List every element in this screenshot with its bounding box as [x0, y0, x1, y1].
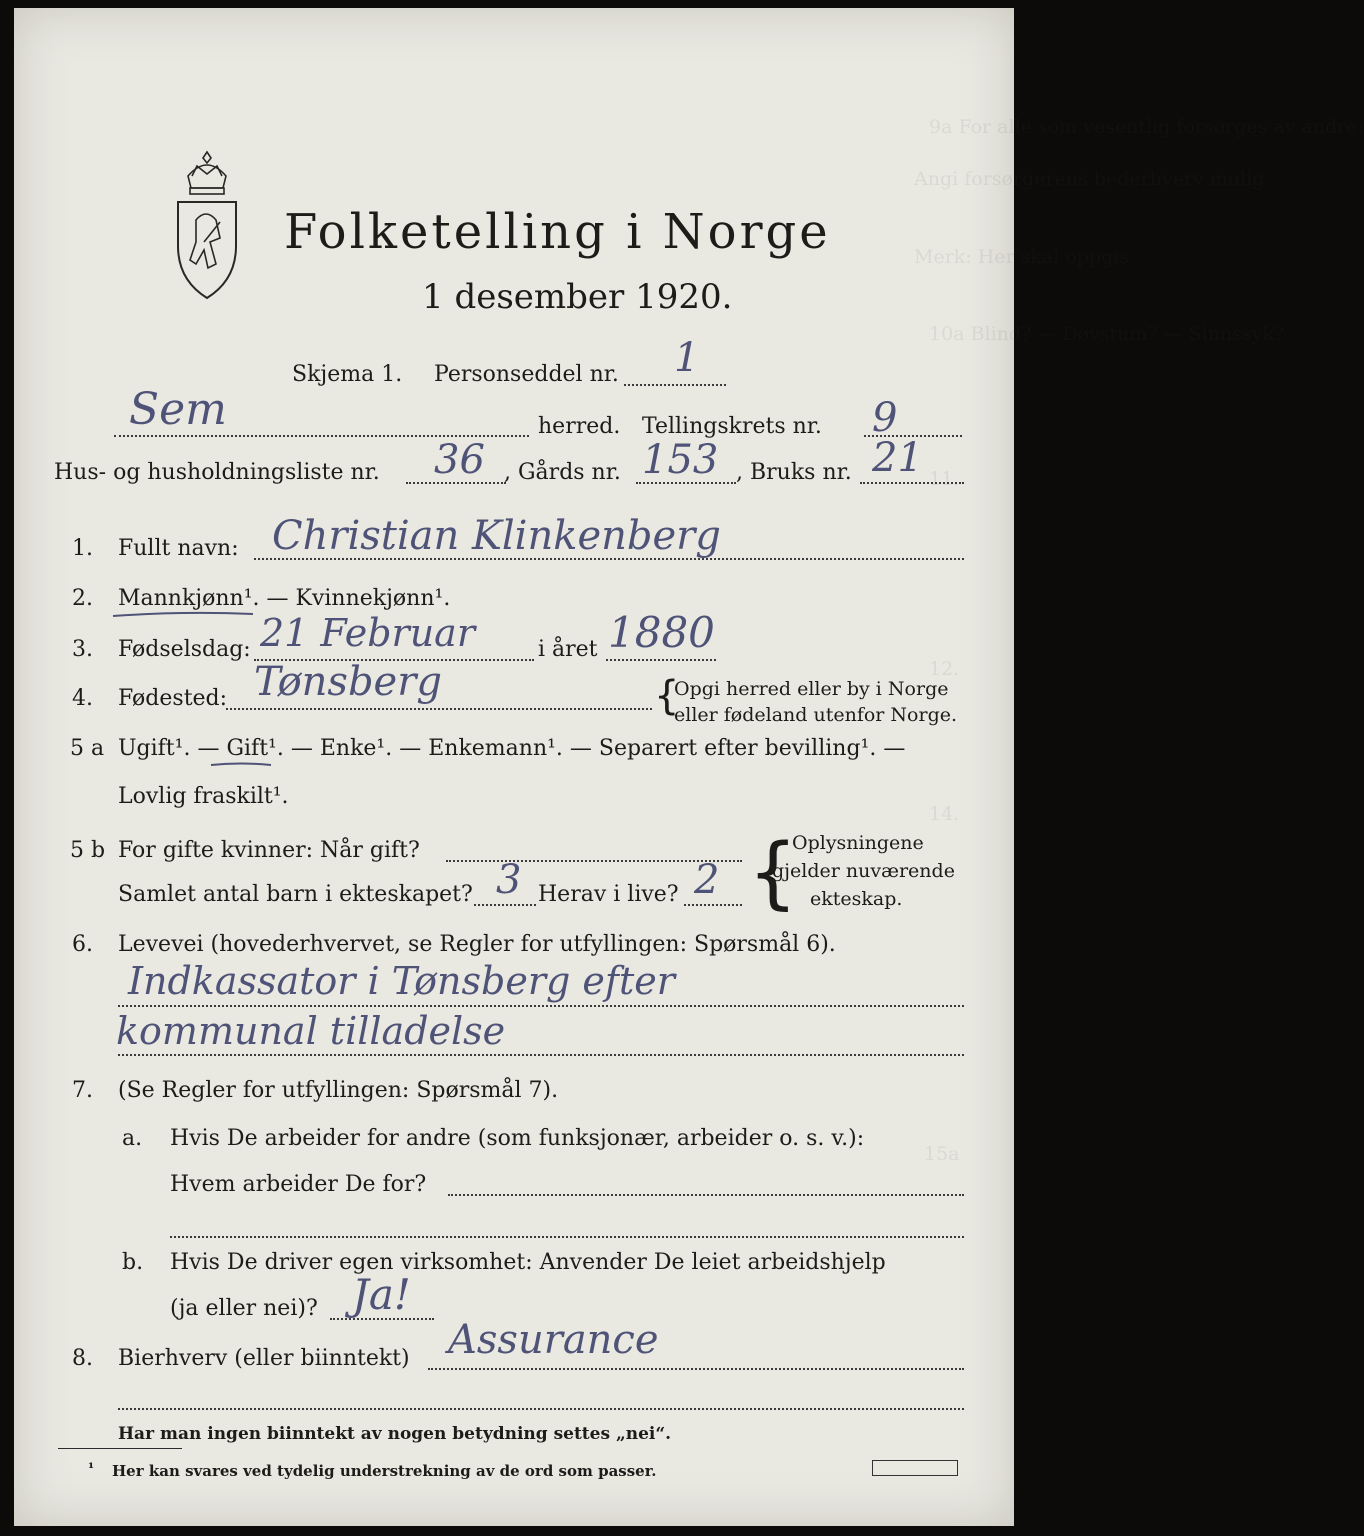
bruks-value[interactable]: 21: [872, 435, 923, 481]
gift-underline-mark: [208, 760, 278, 770]
birthplace-value[interactable]: Tønsberg: [254, 659, 442, 705]
q7a-letter: a.: [122, 1126, 143, 1151]
hired-help-value[interactable]: Ja!: [352, 1270, 411, 1319]
footnote-separator: [58, 1448, 182, 1449]
occupation-value-line1[interactable]: Indkassator i Tønsberg efter: [128, 959, 675, 1003]
q4-note-line1: Opgi herred eller by i Norge: [674, 678, 949, 700]
side-income-value[interactable]: Assurance: [448, 1317, 659, 1363]
q7-number: 7.: [72, 1078, 93, 1103]
tellingskrets-value[interactable]: 9: [872, 395, 898, 441]
herred-value[interactable]: Sem: [129, 384, 227, 435]
q8-number: 8.: [72, 1346, 93, 1371]
birth-year-value[interactable]: 1880: [608, 608, 715, 657]
census-date: 1 desember 1920.: [422, 277, 733, 317]
q4-note-line2: eller fødeland utenfor Norge.: [674, 704, 958, 726]
norwegian-coat-of-arms-icon: [168, 146, 246, 306]
q5b-children-label: Samlet antal barn i ekteskapet?: [118, 882, 473, 907]
children-alive-value[interactable]: 2: [694, 857, 720, 903]
q5b-note-line3: ekteskap.: [810, 888, 903, 910]
q8-label: Bierhverv (eller biinntekt): [118, 1346, 410, 1371]
q2-number: 2.: [72, 586, 93, 611]
children-count-value[interactable]: 3: [496, 857, 522, 903]
q3-year-line: [606, 659, 716, 661]
q6-line2: [118, 1054, 964, 1056]
q1-number: 1.: [72, 536, 93, 561]
q8-line: [428, 1368, 964, 1370]
q7b-line1: Hvis De driver egen virksomhet: Anvender De leiet arbeidshjelp: [170, 1250, 886, 1275]
bruks-line: [860, 482, 964, 484]
q5b-alive-line: [684, 904, 742, 906]
q7a-extra-line: [170, 1236, 964, 1238]
q5b-note-line1: Oplysningene: [792, 832, 924, 854]
personseddel-label: Personseddel nr.: [434, 362, 619, 387]
tellingskrets-label: Tellingskrets nr.: [642, 414, 822, 439]
q6-line1: [118, 1005, 964, 1007]
gender-options: Mannkjønn¹. — Kvinnekjønn¹.: [118, 586, 451, 611]
occupation-value-line2[interactable]: kommunal tilladelse: [116, 1009, 506, 1053]
q7-label: (Se Regler for utfyllingen: Spørsmål 7).: [118, 1078, 559, 1103]
full-name-value[interactable]: Christian Klinkenberg: [272, 513, 721, 559]
q8-extra-line: [118, 1408, 964, 1410]
gards-value[interactable]: 153: [642, 437, 719, 483]
birthday-value[interactable]: 21 Februar: [260, 611, 475, 655]
q3-label: Fødselsdag:: [118, 637, 251, 662]
footer-note: Har man ingen biinntekt av nogen betydning settes „nei“.: [118, 1424, 672, 1444]
q7a-employer-line: [448, 1194, 964, 1196]
bruks-label: , Bruks nr.: [736, 460, 852, 485]
q3-number: 3.: [72, 637, 93, 662]
q1-label: Fullt navn:: [118, 536, 239, 561]
q5b-note-line2: gjelder nuværende: [772, 860, 955, 882]
form-title: Folketelling i Norge: [284, 204, 831, 260]
husliste-label: Hus- og husholdningsliste nr.: [54, 460, 380, 485]
footnote-mark: ¹: [88, 1461, 95, 1477]
marital-status-options: Ugift¹. — Gift¹. — Enke¹. — Enkemann¹. — Separert efter bevilling¹. —: [118, 736, 906, 761]
gards-label: , Gårds nr.: [504, 460, 621, 485]
q5b-married-label: For gifte kvinner: Når gift?: [118, 838, 420, 863]
q7a-line1: Hvis De arbeider for andre (som funksjonær, arbeider o. s. v.):: [170, 1126, 865, 1151]
marital-status-line2: Lovlig fraskilt¹.: [118, 784, 289, 809]
personseddel-line: [624, 384, 726, 386]
q5b-alive-label: Herav i live?: [538, 882, 679, 907]
husliste-value[interactable]: 36: [434, 437, 485, 483]
q5b-note-brace: {: [748, 828, 798, 918]
personseddel-value[interactable]: 1: [674, 335, 700, 381]
q3-year-label: i året: [538, 637, 598, 662]
q7b-letter: b.: [122, 1250, 144, 1275]
q7a-line2: Hvem arbeider De for?: [170, 1172, 427, 1197]
q5b-number: 5 b: [70, 838, 106, 863]
mannkjonn-underline-mark: [110, 610, 260, 620]
footnote-text: Her kan svares ved tydelig understrekning av de ord som passer.: [112, 1462, 657, 1480]
herred-label: herred.: [538, 414, 621, 439]
q5a-number: 5 a: [70, 736, 105, 761]
skjema-label: Skjema 1.: [292, 362, 403, 387]
q6-label: Levevei (hovederhvervet, se Regler for utfyllingen: Spørsmål 6).: [118, 932, 836, 957]
q4-note-brace: {: [654, 673, 680, 719]
q4-number: 4.: [72, 686, 93, 711]
q7b-line2: (ja eller nei)?: [170, 1296, 318, 1321]
printer-stamp-icon: [872, 1460, 958, 1476]
q5b-children-line: [474, 904, 536, 906]
q6-number: 6.: [72, 932, 93, 957]
q4-line: [226, 708, 652, 710]
census-form-page: 9a For alle som vesentlig forsørges av andre: Angi forsørgerens bederhverv mulig Merk: Her skal oppgis 10a Blind? — Døvstum? — Sinnssyk? 11. 12. 14. 15a Folketelling i Norge 1 desember 1920. Skjema 1. Personseddel nr. 1 Sem herred. Tellingskrets nr. 9 Hus- og husholdningsliste nr. 36 , Gårds nr. 153 , Bruks nr. 21 1. Fullt navn: Christian Klinkenberg 2. Mannkjønn¹. — Kvinnekjønn¹. 3. Fødselsdag: 21 Februar i året 1880 4. Fødested: Tønsberg { Opgi herred eller by i Norge eller fødeland utenfor Norge. 5 a Ugift¹. — Gift¹. — Enke¹. — Enkemann¹. — Separert efter bevilling¹. — Lovlig fraskilt¹. 5 b For gifte kvinner: Når gift? Samlet antal barn i ekteskapet? 3 Herav i live? 2 { Oplysningene gjelder nuværende ekteskap. 6. Levevei (hovederhvervet, se Regler for utfyllingen: Spørsmål 6). Indkassator i Tønsberg efter kommunal tilladelse 7. (Se Regler for utfyllingen: Spørsmål 7). a. Hvis De arbeider for andre (som funksjonær, arbeider o. s. v.): Hvem arbeider De for? b. Hvis De driver egen virksomhet: Anvender De leiet arbeidshjelp (ja eller nei)? Ja! 8. Bierhverv (eller biinntekt) Assurance Har man ingen biinntekt av nogen betydning settes „nei“. ¹ Her kan svares ved tydelig understrekning av de ord som passer.: [14, 8, 1014, 1526]
q4-label: Fødested:: [118, 686, 228, 711]
